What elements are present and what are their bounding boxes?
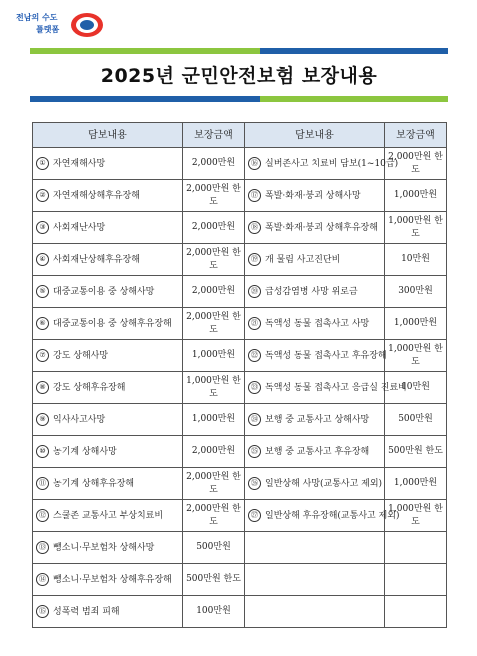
- item-label: 뺑소니·무보험차 상해후유장해: [53, 574, 172, 585]
- table-row: [33, 244, 447, 276]
- coverage-amount-l: 2,000만원 한도: [183, 500, 245, 532]
- item-label: 일반상해 사망(교통사고 제외): [265, 478, 383, 489]
- item-number: ⑦: [36, 349, 49, 362]
- item-label: 일반상해 후유장해(교통사고 제외): [265, 510, 400, 521]
- item-label: 독액성 동물 접촉사고 후유장해: [265, 350, 387, 361]
- item-number: ②: [36, 189, 49, 202]
- item-number: ㉑: [248, 317, 261, 330]
- coverage-item-r: [245, 212, 385, 244]
- item-number: ⑰: [248, 189, 261, 202]
- coverage-item-l: [33, 340, 183, 372]
- item-number: ⑪: [36, 477, 49, 490]
- table-row: [33, 436, 447, 468]
- coverage-amount-r: 1,000만원: [385, 308, 447, 340]
- item-number: ㉔: [248, 413, 261, 426]
- coverage-amount-l: 2,000만원: [183, 276, 245, 308]
- item-number: ⑤: [36, 285, 49, 298]
- coverage-amount-r: 2,000만원 한도: [385, 148, 447, 180]
- coverage-amount-l: 500만원 한도: [183, 564, 245, 596]
- item-number: ⑮: [36, 605, 49, 618]
- coverage-item-l: [33, 180, 183, 212]
- header-amount-right: 보장금액: [385, 123, 447, 148]
- item-label: 농기계 상해후유장해: [53, 478, 135, 489]
- table-row: [33, 212, 447, 244]
- bottom-accent-bar: [30, 96, 448, 102]
- logo-slogan-line2: 플랫폼: [36, 25, 60, 34]
- item-number: ⑯: [248, 157, 261, 170]
- coverage-amount-l: 1,000만원: [183, 340, 245, 372]
- coverage-amount-l: 2,000만원 한도: [183, 244, 245, 276]
- coverage-amount-l: 2,000만원 한도: [183, 468, 245, 500]
- item-number: ⑱: [248, 221, 261, 234]
- item-number: ⑨: [36, 413, 49, 426]
- item-number: ⑲: [248, 253, 261, 266]
- coverage-amount-l: 2,000만원 한도: [183, 180, 245, 212]
- coverage-amount-r: [385, 596, 447, 628]
- coverage-item-r: [245, 148, 399, 180]
- coverage-item-r: [245, 532, 385, 564]
- item-label: 강도 상해후유장해: [53, 382, 126, 393]
- table-row: [33, 148, 447, 180]
- item-label: 농기계 상해사망: [53, 446, 117, 457]
- header-coverage-left: 담보내용: [33, 123, 183, 148]
- item-number: ④: [36, 253, 49, 266]
- table-row: [33, 308, 447, 340]
- item-label: 대중교통이용 중 상해사망: [53, 286, 155, 297]
- table-row: [33, 404, 447, 436]
- item-number: ①: [36, 157, 49, 170]
- table-row: [33, 372, 447, 404]
- logo-slogan-line1: 전남의 수도: [16, 13, 58, 22]
- item-label: 익사사고사망: [53, 414, 106, 425]
- table-row: [33, 468, 447, 500]
- coverage-item-r: [245, 372, 407, 404]
- coverage-amount-l: 500만원: [183, 532, 245, 564]
- table-row: [33, 500, 447, 532]
- coverage-item-r: [245, 564, 385, 596]
- coverage-item-r: [245, 276, 385, 308]
- coverage-item-r: [245, 436, 385, 468]
- item-number: ③: [36, 221, 49, 234]
- item-label: 스쿨존 교통사고 부상치료비: [53, 510, 164, 521]
- coverage-amount-r: 10만원: [385, 372, 447, 404]
- item-number: ㉓: [248, 381, 261, 394]
- item-number: ㉒: [248, 349, 261, 362]
- coverage-item-l: [33, 276, 183, 308]
- item-number: ㉖: [248, 477, 261, 490]
- coverage-item-l: [33, 212, 183, 244]
- item-number: ㉕: [248, 445, 261, 458]
- coverage-item-l: [33, 308, 183, 340]
- coverage-amount-l: 2,000만원: [183, 436, 245, 468]
- coverage-item-r: [245, 468, 385, 500]
- table-row: [33, 532, 447, 564]
- coverage-amount-r: [385, 564, 447, 596]
- coverage-amount-l: 2,000만원: [183, 148, 245, 180]
- item-number: ⑬: [36, 541, 49, 554]
- coverage-amount-l: 2,000만원: [183, 212, 245, 244]
- item-label: 폭발·화재·붕괴 상해사망: [265, 190, 361, 201]
- muan-logo-icon: [70, 12, 104, 38]
- table-row: [33, 276, 447, 308]
- item-label: 보행 중 교통사고 후유장해: [265, 446, 370, 457]
- item-label: 자연재해상해후유장해: [53, 190, 140, 201]
- item-number: ⑭: [36, 573, 49, 586]
- item-label: 강도 상해사망: [53, 350, 109, 361]
- table-row: [33, 340, 447, 372]
- item-number: ⑧: [36, 381, 49, 394]
- coverage-item-l: [33, 244, 183, 276]
- coverage-amount-r: 300만원: [385, 276, 447, 308]
- item-label: 자연재해사망: [53, 158, 106, 169]
- page-title: 2025년 군민안전보험 보장내용: [100, 65, 378, 87]
- coverage-item-l: [33, 372, 183, 404]
- table-row: [33, 180, 447, 212]
- table-header-row: [33, 123, 447, 148]
- logo: [14, 10, 114, 44]
- coverage-amount-r: 500만원 한도: [385, 436, 447, 468]
- coverage-item-r: [245, 596, 385, 628]
- item-label: 성폭력 범죄 피해: [53, 606, 120, 617]
- coverage-amount-r: 1,000만원: [385, 468, 447, 500]
- coverage-item-l: [33, 564, 183, 596]
- item-number: ㉗: [248, 509, 261, 522]
- item-label: 사회재난사망: [53, 222, 106, 233]
- coverage-item-l: [33, 532, 183, 564]
- coverage-amount-l: 1,000만원: [183, 404, 245, 436]
- item-label: 독액성 동물 접촉사고 응급실 진료비: [265, 382, 407, 393]
- item-number: ⑩: [36, 445, 49, 458]
- coverage-amount-r: 1,000만원 한도: [385, 212, 447, 244]
- coverage-item-l: [33, 404, 183, 436]
- coverage-amount-l: 2,000만원 한도: [183, 308, 245, 340]
- coverage-item-r: [245, 180, 385, 212]
- item-number: ⑫: [36, 509, 49, 522]
- header-amount-left: 보장금액: [183, 123, 245, 148]
- item-number: ⑳: [248, 285, 261, 298]
- coverage-amount-r: 1,000만원: [385, 180, 447, 212]
- item-label: 보행 중 교통사고 상해사망: [265, 414, 370, 425]
- coverage-amount-r: 1,000만원 한도: [385, 340, 447, 372]
- item-label: 급성감염병 사망 위로금: [265, 286, 358, 297]
- coverage-item-l: [33, 596, 183, 628]
- coverage-item-r: [245, 308, 385, 340]
- coverage-item-r: [245, 404, 385, 436]
- item-number: ⑥: [36, 317, 49, 330]
- item-label: 폭발·화재·붕괴 상해후유장해: [265, 222, 378, 233]
- top-accent-bar: [30, 48, 448, 54]
- coverage-item-r: [245, 500, 400, 532]
- item-label: 실버존사고 치료비 담보(1~10급): [265, 158, 399, 169]
- item-label: 개 물림 사고진단비: [265, 254, 341, 265]
- item-label: 대중교통이용 중 상해후유장해: [53, 318, 172, 329]
- coverage-item-l: [33, 500, 183, 532]
- coverage-item-l: [33, 436, 183, 468]
- coverage-item-r: [245, 340, 385, 372]
- coverage-amount-r: 10만원: [385, 244, 447, 276]
- coverage-amount-r: 1,000만원 한도: [385, 500, 447, 532]
- coverage-amount-r: 500만원: [385, 404, 447, 436]
- item-label: 사회재난상해후유장해: [53, 254, 140, 265]
- coverage-amount-l: 100만원: [183, 596, 245, 628]
- coverage-amount-l: 1,000만원 한도: [183, 372, 245, 404]
- coverage-item-l: [33, 468, 183, 500]
- item-label: 독액성 동물 접촉사고 사망: [265, 318, 370, 329]
- coverage-amount-r: [385, 532, 447, 564]
- header-coverage-right: 담보내용: [245, 123, 385, 148]
- coverage-table: [32, 122, 447, 628]
- item-label: 뺑소니·무보험차 상해사망: [53, 542, 155, 553]
- coverage-item-l: [33, 148, 183, 180]
- table-row: [33, 564, 447, 596]
- coverage-item-r: [245, 244, 385, 276]
- table-row: [33, 596, 447, 628]
